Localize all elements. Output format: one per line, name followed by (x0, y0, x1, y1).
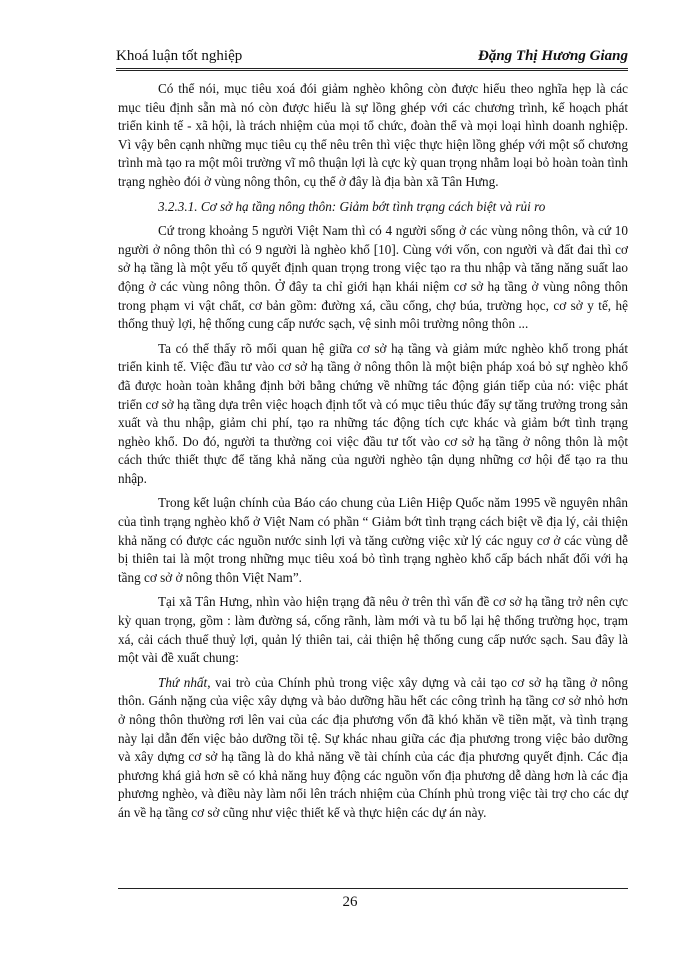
paragraph-2: Cứ trong khoảng 5 người Việt Nam thì có 4 người sống ở các vùng nông thôn, và cứ 10 người ở nông thôn thì có 9 người là nghèo khổ [10]. Cùng với vốn, con người và đất đai thì cơ sở hạ tầng là một yếu tố quyết định quan trọng trong việc tạo ra thu nhập và tăng năng suất lao động ở các vùng nông thôn. Ở đây ta chỉ giới hạn khái niệm cơ sở hạ tầng ở vùng nông thôn trong phạm vi vật chất, cơ bản gồm: đường xá, cầu cống, chợ búa, trường học, cơ sở y tế, hệ thống thuỷ lợi, hệ thống cung cấp nước sạch, vệ sinh môi trường nông thôn ... (118, 223, 628, 332)
paragraph-6-text: , vai trò của Chính phủ trong việc xây dựng và cải tạo cơ sở hạ tầng ở nông thôn. Gánh nặng của việc xây dựng và bảo dưỡng hầu hết các công trình hạ tầng cơ sở nhỏ hơn ở nông thôn thường rơi lên vai của các địa phương vốn đã khó khăn về tiền mặt, và tình trạng này lại dẫn đến việc bảo dưỡng tồi tệ. Sự khác nhau giữa các địa phương trong việc bảo dưỡng và xây dựng cơ sở hạ tầng là do khả năng về tài chính của các địa phương quyết định. Các địa phương khá giả hơn sẽ có khả năng huy động các nguồn vốn địa phương dễ dàng hơn là các địa phương nghèo, và điều này làm nổi lên trách nhiệm của Chính phủ trong việc tài trợ cho các dự án về hạ tầng cơ sở cũng như việc thiết kế và thực hiện các dự án này. (118, 674, 628, 820)
paragraph-6 (118, 674, 628, 823)
footer-divider (118, 888, 628, 889)
paragraph-4: Trong kết luận chính của Báo cáo chung của Liên Hiệp Quốc năm 1995 về nguyên nhân của tình trạng nghèo khổ ở Việt Nam có phần “ Giảm bớt tình trạng cách biệt về địa lý, cải thiện khả năng có được các nguồn nước sinh lợi và tăng cường việc xử lý các nguy cơ ở các vùng dễ bị thiên tai là một trong những mục tiêu xoá bỏ tình trạng nghèo khổ cấp bách nhất đối với hạ tầng cơ sở ở nông thôn Việt Nam”. (118, 495, 628, 585)
header-divider (116, 68, 628, 71)
paragraph-6-lead: Thứ nhất (158, 674, 208, 690)
header-title: Khoá luận tốt nghiệp (116, 48, 243, 64)
section-heading: 3.2.3.1. Cơ sở hạ tầng nông thôn: Giảm bớt tình trạng cách biệt và rủi ro (158, 198, 546, 214)
paragraph-5: Tại xã Tân Hưng, nhìn vào hiện trạng đã nêu ở trên thì vấn đề cơ sở hạ tầng trở nên cực kỳ quan trọng, gồm : làm đường sá, cống rãnh, làm mới và tu bổ lại hệ thống trường học, trạm xá, cải cách thuế thuỷ lợi, quản lý thiên tai, cải thiện hệ thống cung cấp nước sạch. Sau đây là một vài đề xuất chung: (118, 594, 628, 666)
header-author: Đặng Thị Hương Giang (478, 48, 628, 64)
paragraph-3: Ta có thể thấy rõ mối quan hệ giữa cơ sở hạ tầng và giảm mức nghèo khổ trong phát triển kinh tế. Việc đầu tư vào cơ sở hạ tầng ở nông thôn là một biện pháp xoá bỏ sự nghèo khổ đã được hoàn toàn khẳng định bởi bằng chứng về những tác động gián tiếp của nó: việc phát triển cơ sở hạ tầng dựa trên việc hoạch định tốt và có mục tiêu thúc đẩy sự tăng trưởng trong sản xuất và thu nhập, giảm chi phí, tạo ra những tác động tích cực khác và giảm bớt tình trạng nghèo khổ. Do đó, người ta thường coi việc đầu tư tốt vào cơ sở hạ tầng ở nông thôn là một cách thức thiết thực để tăng khả năng của người nghèo tận dụng những cơ hội để tạo ra thu nhập. (118, 340, 628, 486)
page-number: 26 (342, 894, 358, 910)
paragraph-1: Có thể nói, mục tiêu xoá đói giảm nghèo không còn được hiểu theo nghĩa hẹp là các mục tiêu định sẵn mà nó còn được hiểu là sự lồng ghép với các chương trình, kế hoạch phát triển kinh tế - xã hội, là trách nhiệm của mọi tổ chức, đoàn thể và mọi loại hình doanh nghiệp. Vì vậy bên cạnh những mục tiêu cụ thể nêu trên thì việc thực hiện lồng ghép với một số chương trình mà tạo ra một môi trường vĩ mô thuận lợi là cực kỳ quan trọng nhằm loại bỏ hoàn toàn tình trạng nghèo đói ở vùng nông thôn, cụ thể ở đây là địa bàn xã Tân Hưng. (118, 81, 628, 189)
page-header (116, 46, 628, 68)
page-body (118, 80, 628, 829)
